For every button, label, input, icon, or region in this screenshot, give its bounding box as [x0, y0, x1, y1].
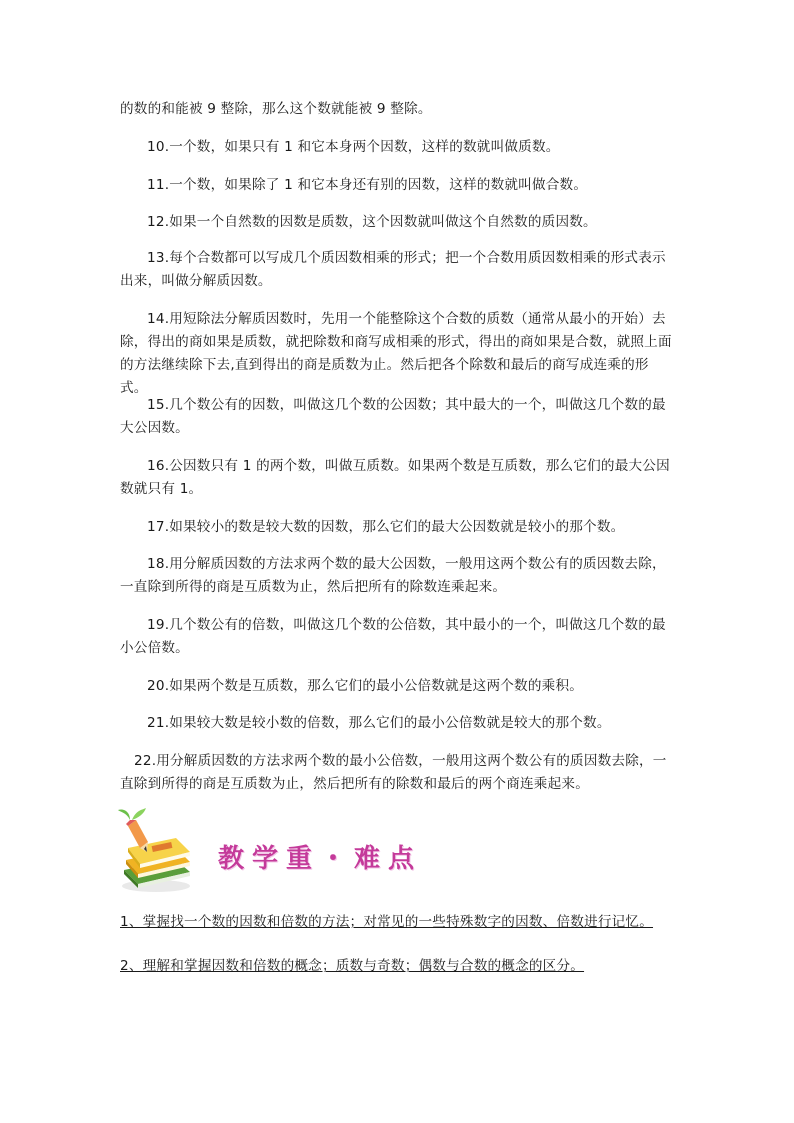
- paragraph-22: 22.用分解质因数的方法求两个数的最小公倍数，一般用这两个数公有的质因数去除，一直除到所得的商是互质数为止，然后把所有的除数和最后的两个商连乘起来。: [120, 753, 667, 792]
- paragraph-20: 20.如果两个数是互质数，那么它们的最小公倍数就是这两个数的乘积。: [147, 678, 584, 694]
- paragraph-19: 19.几个数公有的倍数，叫做这几个数的公倍数，其中最小的一个，叫做这几个数的最小公倍数。: [120, 617, 666, 656]
- paragraph-21: 21.如果较大数是较小数的倍数，那么它们的最小公倍数就是较大的那个数。: [147, 715, 611, 731]
- paragraph-12: 12.如果一个自然数的因数是质数，这个因数就叫做这个自然数的质因数。: [147, 214, 597, 230]
- paragraph-9-continued: 的数的和能被 9 整除，那么这个数就能被 9 整除。: [120, 101, 432, 117]
- paragraph-10: 10.一个数，如果只有 1 和它本身两个因数，这样的数就叫做质数。: [147, 139, 560, 155]
- paragraph-13: 13.每个合数都可以写成几个质因数相乘的形式；把一个合数用质因数相乘的形式表示出来，叫做分解质因数。: [120, 250, 666, 289]
- paragraph-17: 17.如果较小的数是较大数的因数，那么它们的最大公因数就是较小的那个数。: [147, 519, 625, 535]
- section-title: 教学重・难点: [218, 844, 423, 874]
- paragraph-16: 16.公因数只有 1 的两个数，叫做互质数。如果两个数是互质数，那么它们的最大公因数就只有 1。: [120, 458, 670, 497]
- paragraph-18: 18.用分解质因数的方法求两个数的最大公因数，一般用这两个数公有的质因数去除，一直除到所得的商是互质数为止，然后把所有的除数连乘起来。: [120, 556, 666, 595]
- key-point-2: 2、理解和掌握因数和倍数的概念；质数与奇数；偶数与合数的概念的区分。: [120, 958, 585, 974]
- paragraph-11: 11.一个数，如果除了 1 和它本身还有别的因数，这样的数就叫做合数。: [147, 177, 588, 193]
- paragraph-14: 14.用短除法分解质因数时，先用一个能整除这个合数的质数（通常从最小的开始）去除，得出的商如果是质数，就把除数和商写成相乘的形式，得出的商如果是合数，就照上面的方法继续除下去,直到得出的商是质数为止。然后把各个除数和最后的商写成连乘的形式。: [120, 311, 672, 396]
- books-pencil-icon: [118, 808, 218, 894]
- key-point-1: 1、掌握找一个数的因数和倍数的方法；对常见的一些特殊数字的因数、倍数进行记忆。: [120, 914, 654, 930]
- paragraph-15: 15.几个数公有的因数，叫做这几个数的公因数；其中最大的一个，叫做这几个数的最大公因数。: [120, 397, 666, 436]
